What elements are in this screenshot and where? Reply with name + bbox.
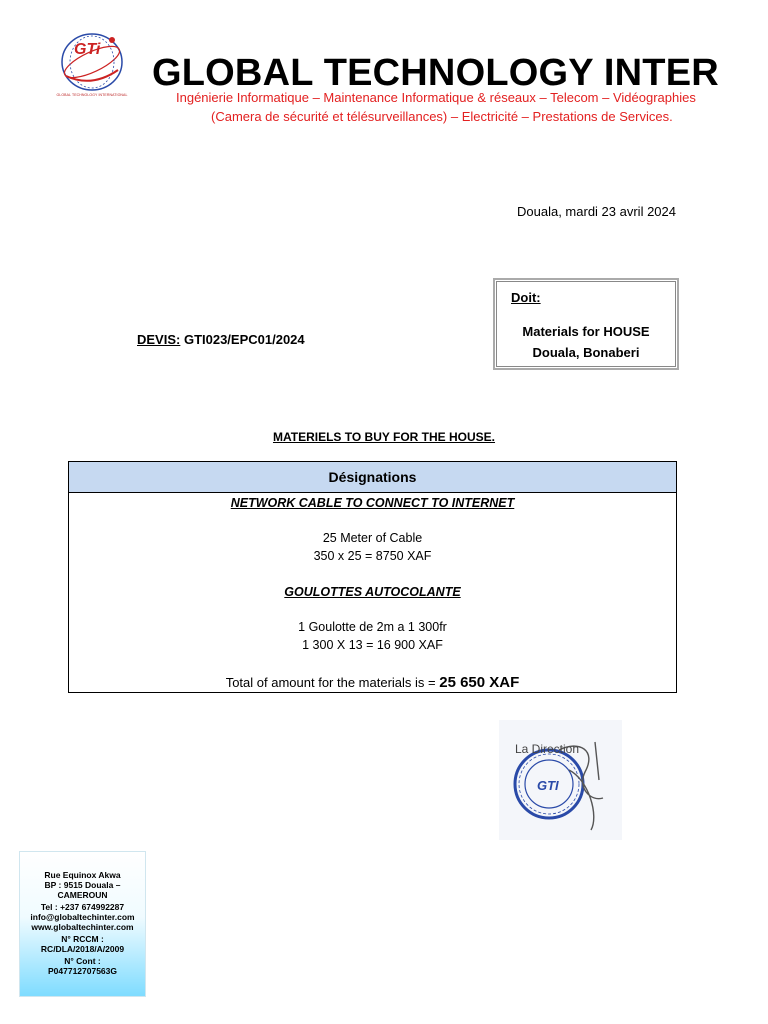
website-line: www.globaltechinter.com [31,922,134,932]
cable-quantity-line: 25 Meter of Cable [322,531,423,545]
doit-location: Douala, Bonaberi [532,345,640,360]
designations-table [68,461,677,693]
section-goulottes-title: GOULOTTES AUTOCOLANTE [284,585,461,599]
svg-text:GTi: GTi [74,41,101,58]
address-line: Rue Equinox Akwa [44,870,121,880]
cont-label: N° Cont : [64,956,101,966]
devis-label: DEVIS: [137,332,181,347]
goulotte-unit-line: 1 Goulotte de 2m a 1 300fr [298,620,447,634]
logo-subtext: GLOBAL TECHNOLOGY INTERNATIONAL [56,93,128,97]
doit-recipient: Materials for HOUSE [522,324,650,339]
company-name: GLOBAL TECHNOLOGY INTER [152,52,719,94]
cable-cost-line: 350 x 25 = 8750 XAF [313,549,432,563]
doit-box [496,281,676,367]
address-line: BP : 9515 Douala – [44,880,121,890]
section-network-cable-title: NETWORK CABLE TO CONNECT TO INTERNET [230,496,515,510]
cont-value: P047712707563G [47,966,117,976]
email-line: info@globaltechinter.com [30,912,135,922]
total-line [69,674,676,691]
rccm-value: RC/DLA/2018/A/2009 [40,944,125,954]
phone-line: Tel : +237 674992287 [40,902,125,912]
company-logo [52,26,132,98]
tagline-line-1: Ingénierie Informatique – Maintenance Informatique & réseaux – Telecom – Vidéographies [176,90,696,105]
section-heading: MATERIELS TO BUY FOR THE HOUSE. [272,430,496,444]
devis-number: GTI023/EPC01/2024 [180,332,305,347]
total-label: Total of amount for the materials is = [225,675,440,690]
svg-text:GTI: GTI [537,778,559,793]
tagline-line-2: (Camera de sécurité et télésurveillances) – Electricité – Prestations de Services. [211,109,673,124]
goulotte-cost-line: 1 300 X 13 = 16 900 XAF [302,638,443,652]
devis-reference [137,332,305,347]
signature-stamp [499,720,622,840]
rccm-label: N° RCCM : [61,934,104,944]
total-amount: 25 650 XAF [439,674,520,691]
signature-title: La Direction [515,742,580,756]
table-header: Désignations [69,462,676,493]
doit-label: Doit: [511,290,541,305]
address-card [19,851,146,997]
address-line: CAMEROUN [57,890,108,900]
document-date: Douala, mardi 23 avril 2024 [517,204,676,219]
